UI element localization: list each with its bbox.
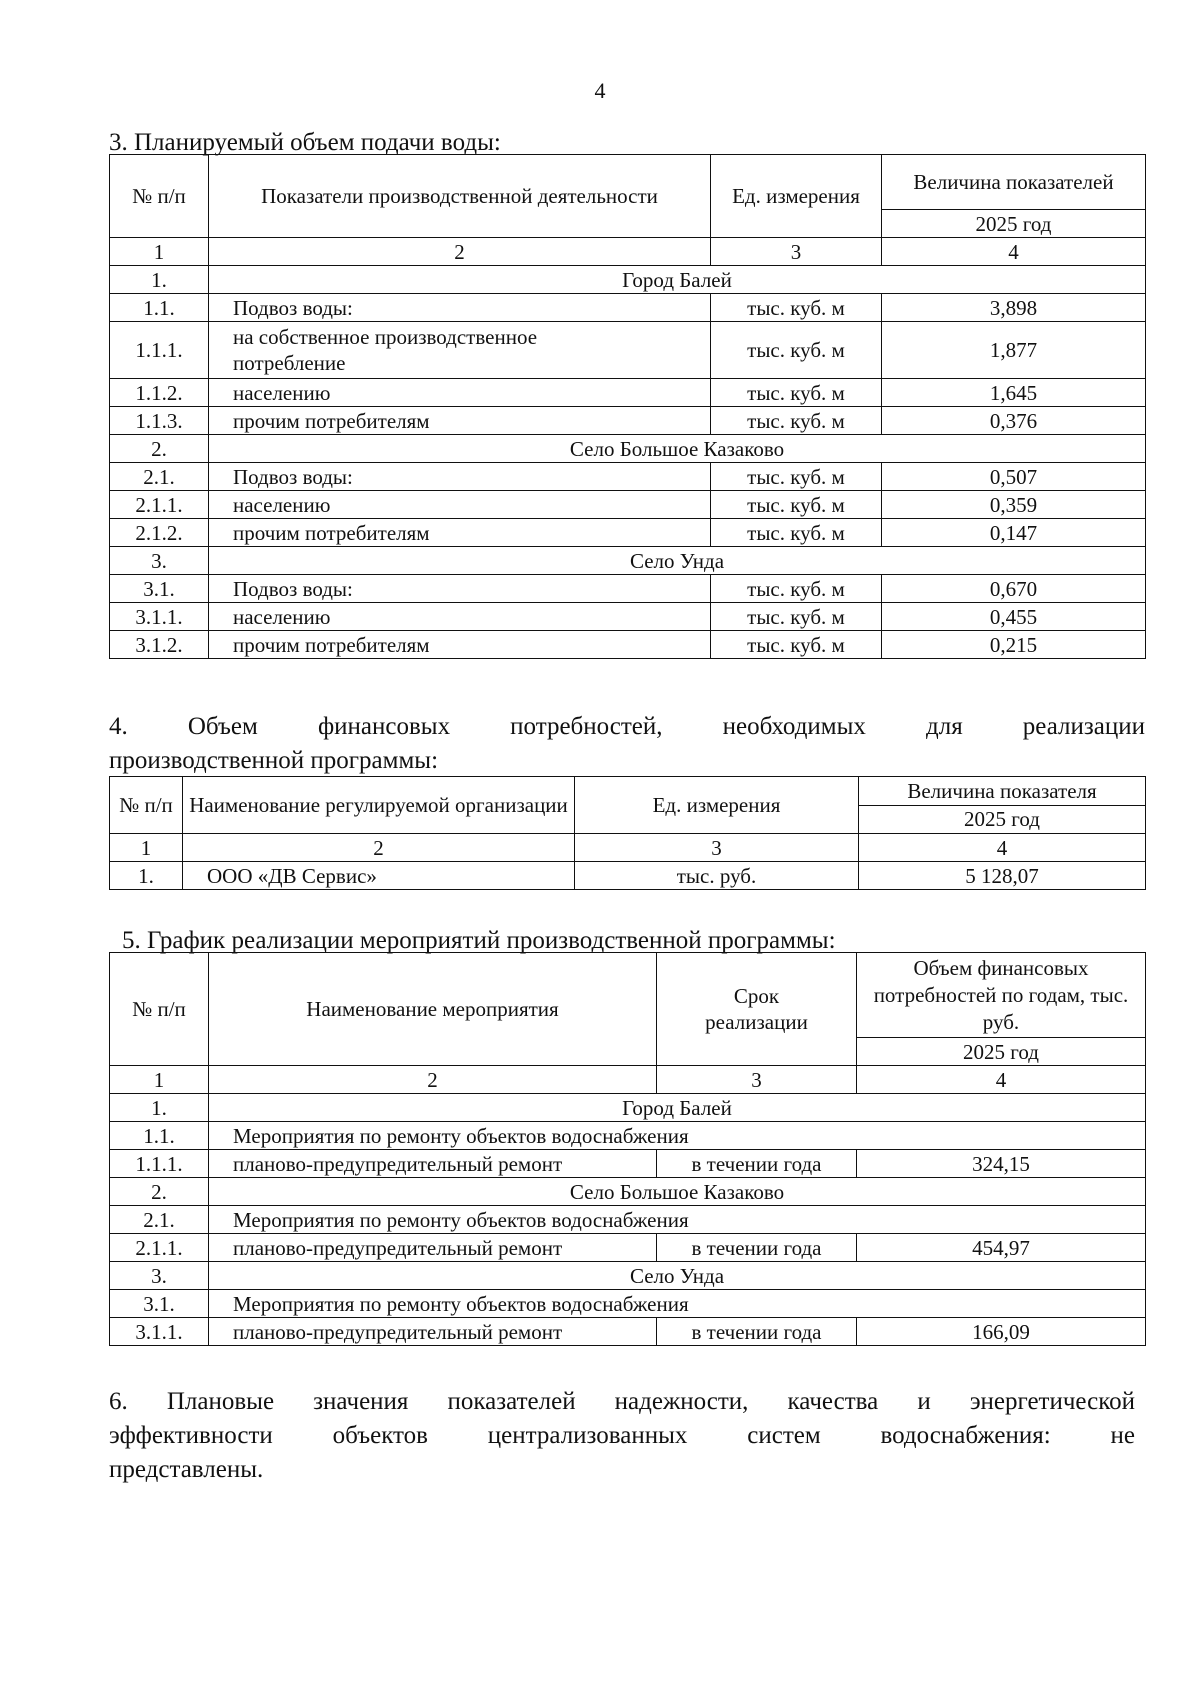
- header-unit: Ед. измерения: [711, 155, 882, 238]
- table-row: [110, 603, 1146, 631]
- row-value: 0,147: [882, 519, 1146, 547]
- header-num: № п/п: [110, 155, 209, 238]
- paragraph-line: представлены.: [109, 1456, 264, 1483]
- header-num: № п/п: [110, 777, 183, 834]
- table-row: [110, 322, 1146, 379]
- row-value: 5 128,07: [859, 862, 1146, 890]
- colnum: 2: [183, 834, 575, 862]
- row-value: 1,877: [882, 322, 1146, 379]
- row-value: 0,670: [882, 575, 1146, 603]
- section-3-title: 3. Планируемый объем подачи воды:: [109, 129, 501, 156]
- table-row: [110, 491, 1146, 519]
- row-num: 3.1.1.: [110, 603, 209, 631]
- row-unit: тыс. куб. м: [711, 603, 882, 631]
- header-unit: Ед. измерения: [575, 777, 859, 834]
- row-num: 1.1.3.: [110, 407, 209, 435]
- colnum: 1: [110, 238, 209, 266]
- group-name: Село Унда: [209, 1262, 1146, 1290]
- header-value: Величина показателя: [859, 777, 1146, 806]
- row-name: Подвоз воды:: [209, 575, 711, 603]
- paragraph-line: 6. Плановые значения показателей надежности, качества и энергетической: [109, 1388, 1135, 1415]
- group-name: Село Большое Казаково: [209, 1178, 1146, 1206]
- group-num: 1.: [110, 266, 209, 294]
- item-name: планово-предупредительный ремонт: [209, 1150, 657, 1178]
- group-name: Город Балей: [209, 1094, 1146, 1122]
- group-name: Село Унда: [209, 547, 1146, 575]
- row-name-line: потребление: [233, 351, 346, 375]
- row-unit: тыс. куб. м: [711, 322, 882, 379]
- table-row: [110, 1234, 1146, 1262]
- item-name: планово-предупредительный ремонт: [209, 1234, 657, 1262]
- header-indicator: Показатели производственной деятельности: [209, 155, 711, 238]
- header-year: 2025 год: [882, 210, 1146, 238]
- colnum: 4: [857, 1066, 1146, 1094]
- colnum: 3: [575, 834, 859, 862]
- header-year: 2025 год: [859, 805, 1146, 834]
- sub-name: Мероприятия по ремонту объектов водоснабжения: [209, 1122, 1146, 1150]
- paragraph-line: эффективности объектов централизованных систем водоснабжения: не: [109, 1422, 1135, 1449]
- row-name: прочим потребителям: [209, 407, 711, 435]
- table-row: [110, 575, 1146, 603]
- row-num: 1.1.1.: [110, 322, 209, 379]
- header-value: Величина показателей: [882, 155, 1146, 210]
- header-name: Наименование мероприятия: [209, 953, 657, 1066]
- schedule-table: [109, 952, 1146, 1346]
- group-num: 2.: [110, 435, 209, 463]
- row-num: 1.1.2.: [110, 379, 209, 407]
- table-row: [110, 294, 1146, 322]
- section-5-title: 5. График реализации мероприятий производственной программы:: [122, 927, 836, 954]
- group-name: Город Балей: [209, 266, 1146, 294]
- group-num: 2.: [110, 1178, 209, 1206]
- row-name: Подвоз воды:: [209, 463, 711, 491]
- section-4-title: 4. Объем финансовых потребностей, необходимых для реализации: [109, 713, 1145, 740]
- row-org: ООО «ДВ Сервис»: [183, 862, 575, 890]
- colnum: 4: [859, 834, 1146, 862]
- row-value: 0,359: [882, 491, 1146, 519]
- row-num: 2.1.1.: [110, 491, 209, 519]
- table-row: [110, 1318, 1146, 1346]
- sub-num: 2.1.: [110, 1206, 209, 1234]
- row-name: прочим потребителям: [209, 631, 711, 659]
- table-row: [110, 1150, 1146, 1178]
- row-value: 3,898: [882, 294, 1146, 322]
- item-num: 1.1.1.: [110, 1150, 209, 1178]
- row-unit: тыс. куб. м: [711, 463, 882, 491]
- sub-num: 1.1.: [110, 1122, 209, 1150]
- colnum: 2: [209, 238, 711, 266]
- group-num: 3.: [110, 547, 209, 575]
- sub-name: Мероприятия по ремонту объектов водоснабжения: [209, 1206, 1146, 1234]
- page-number: 4: [594, 78, 606, 103]
- row-num: 2.1.: [110, 463, 209, 491]
- header-term: Срок реализации: [657, 953, 857, 1066]
- row-num: 1.1.: [110, 294, 209, 322]
- header-num: № п/п: [110, 953, 209, 1066]
- group-num: 3.: [110, 1262, 209, 1290]
- row-unit: тыс. куб. м: [711, 491, 882, 519]
- section-4-title-cont: производственной программы:: [109, 747, 439, 774]
- table-row: [110, 862, 1146, 890]
- water-supply-table: [109, 154, 1146, 659]
- table-row: [110, 407, 1146, 435]
- header-org: Наименование регулируемой организации: [183, 777, 575, 834]
- sub-num: 3.1.: [110, 1290, 209, 1318]
- row-name: населению: [209, 491, 711, 519]
- row-name-line: на собственное производственное: [233, 325, 538, 349]
- row-name: населению: [209, 379, 711, 407]
- row-num: 1.: [110, 862, 183, 890]
- colnum: 1: [110, 1066, 209, 1094]
- item-value: 454,97: [857, 1234, 1146, 1262]
- row-value: 1,645: [882, 379, 1146, 407]
- row-unit: тыс. куб. м: [711, 379, 882, 407]
- row-value: 0,507: [882, 463, 1146, 491]
- row-value: 0,376: [882, 407, 1146, 435]
- table-row: [110, 519, 1146, 547]
- item-term: в течении года: [657, 1318, 857, 1346]
- row-name: прочим потребителям: [209, 519, 711, 547]
- row-name: [209, 322, 711, 379]
- row-unit: тыс. куб. м: [711, 575, 882, 603]
- item-name: планово-предупредительный ремонт: [209, 1318, 657, 1346]
- header-year: 2025 год: [857, 1038, 1146, 1066]
- item-num: 2.1.1.: [110, 1234, 209, 1262]
- colnum: 1: [110, 834, 183, 862]
- row-value: 0,455: [882, 603, 1146, 631]
- item-term: в течении года: [657, 1234, 857, 1262]
- row-value: 0,215: [882, 631, 1146, 659]
- table-row: [110, 631, 1146, 659]
- colnum: 3: [657, 1066, 857, 1094]
- row-name: населению: [209, 603, 711, 631]
- colnum: 2: [209, 1066, 657, 1094]
- row-num: 2.1.2.: [110, 519, 209, 547]
- item-value: 166,09: [857, 1318, 1146, 1346]
- row-num: 3.1.: [110, 575, 209, 603]
- group-name: Село Большое Казаково: [209, 435, 1146, 463]
- row-unit: тыс. куб. м: [711, 519, 882, 547]
- financial-needs-table: [109, 776, 1146, 890]
- table-row: [110, 463, 1146, 491]
- item-num: 3.1.1.: [110, 1318, 209, 1346]
- row-unit: тыс. куб. м: [711, 407, 882, 435]
- item-term: в течении года: [657, 1150, 857, 1178]
- section-6-paragraph: [109, 1385, 1135, 1487]
- group-num: 1.: [110, 1094, 209, 1122]
- row-num: 3.1.2.: [110, 631, 209, 659]
- row-name: Подвоз воды:: [209, 294, 711, 322]
- colnum: 4: [882, 238, 1146, 266]
- sub-name: Мероприятия по ремонту объектов водоснабжения: [209, 1290, 1146, 1318]
- row-unit: тыс. руб.: [575, 862, 859, 890]
- row-unit: тыс. куб. м: [711, 294, 882, 322]
- row-unit: тыс. куб. м: [711, 631, 882, 659]
- header-value: Объем финансовых потребностей по годам, тыс. руб.: [857, 953, 1146, 1038]
- colnum: 3: [711, 238, 882, 266]
- table-row: [110, 379, 1146, 407]
- item-value: 324,15: [857, 1150, 1146, 1178]
